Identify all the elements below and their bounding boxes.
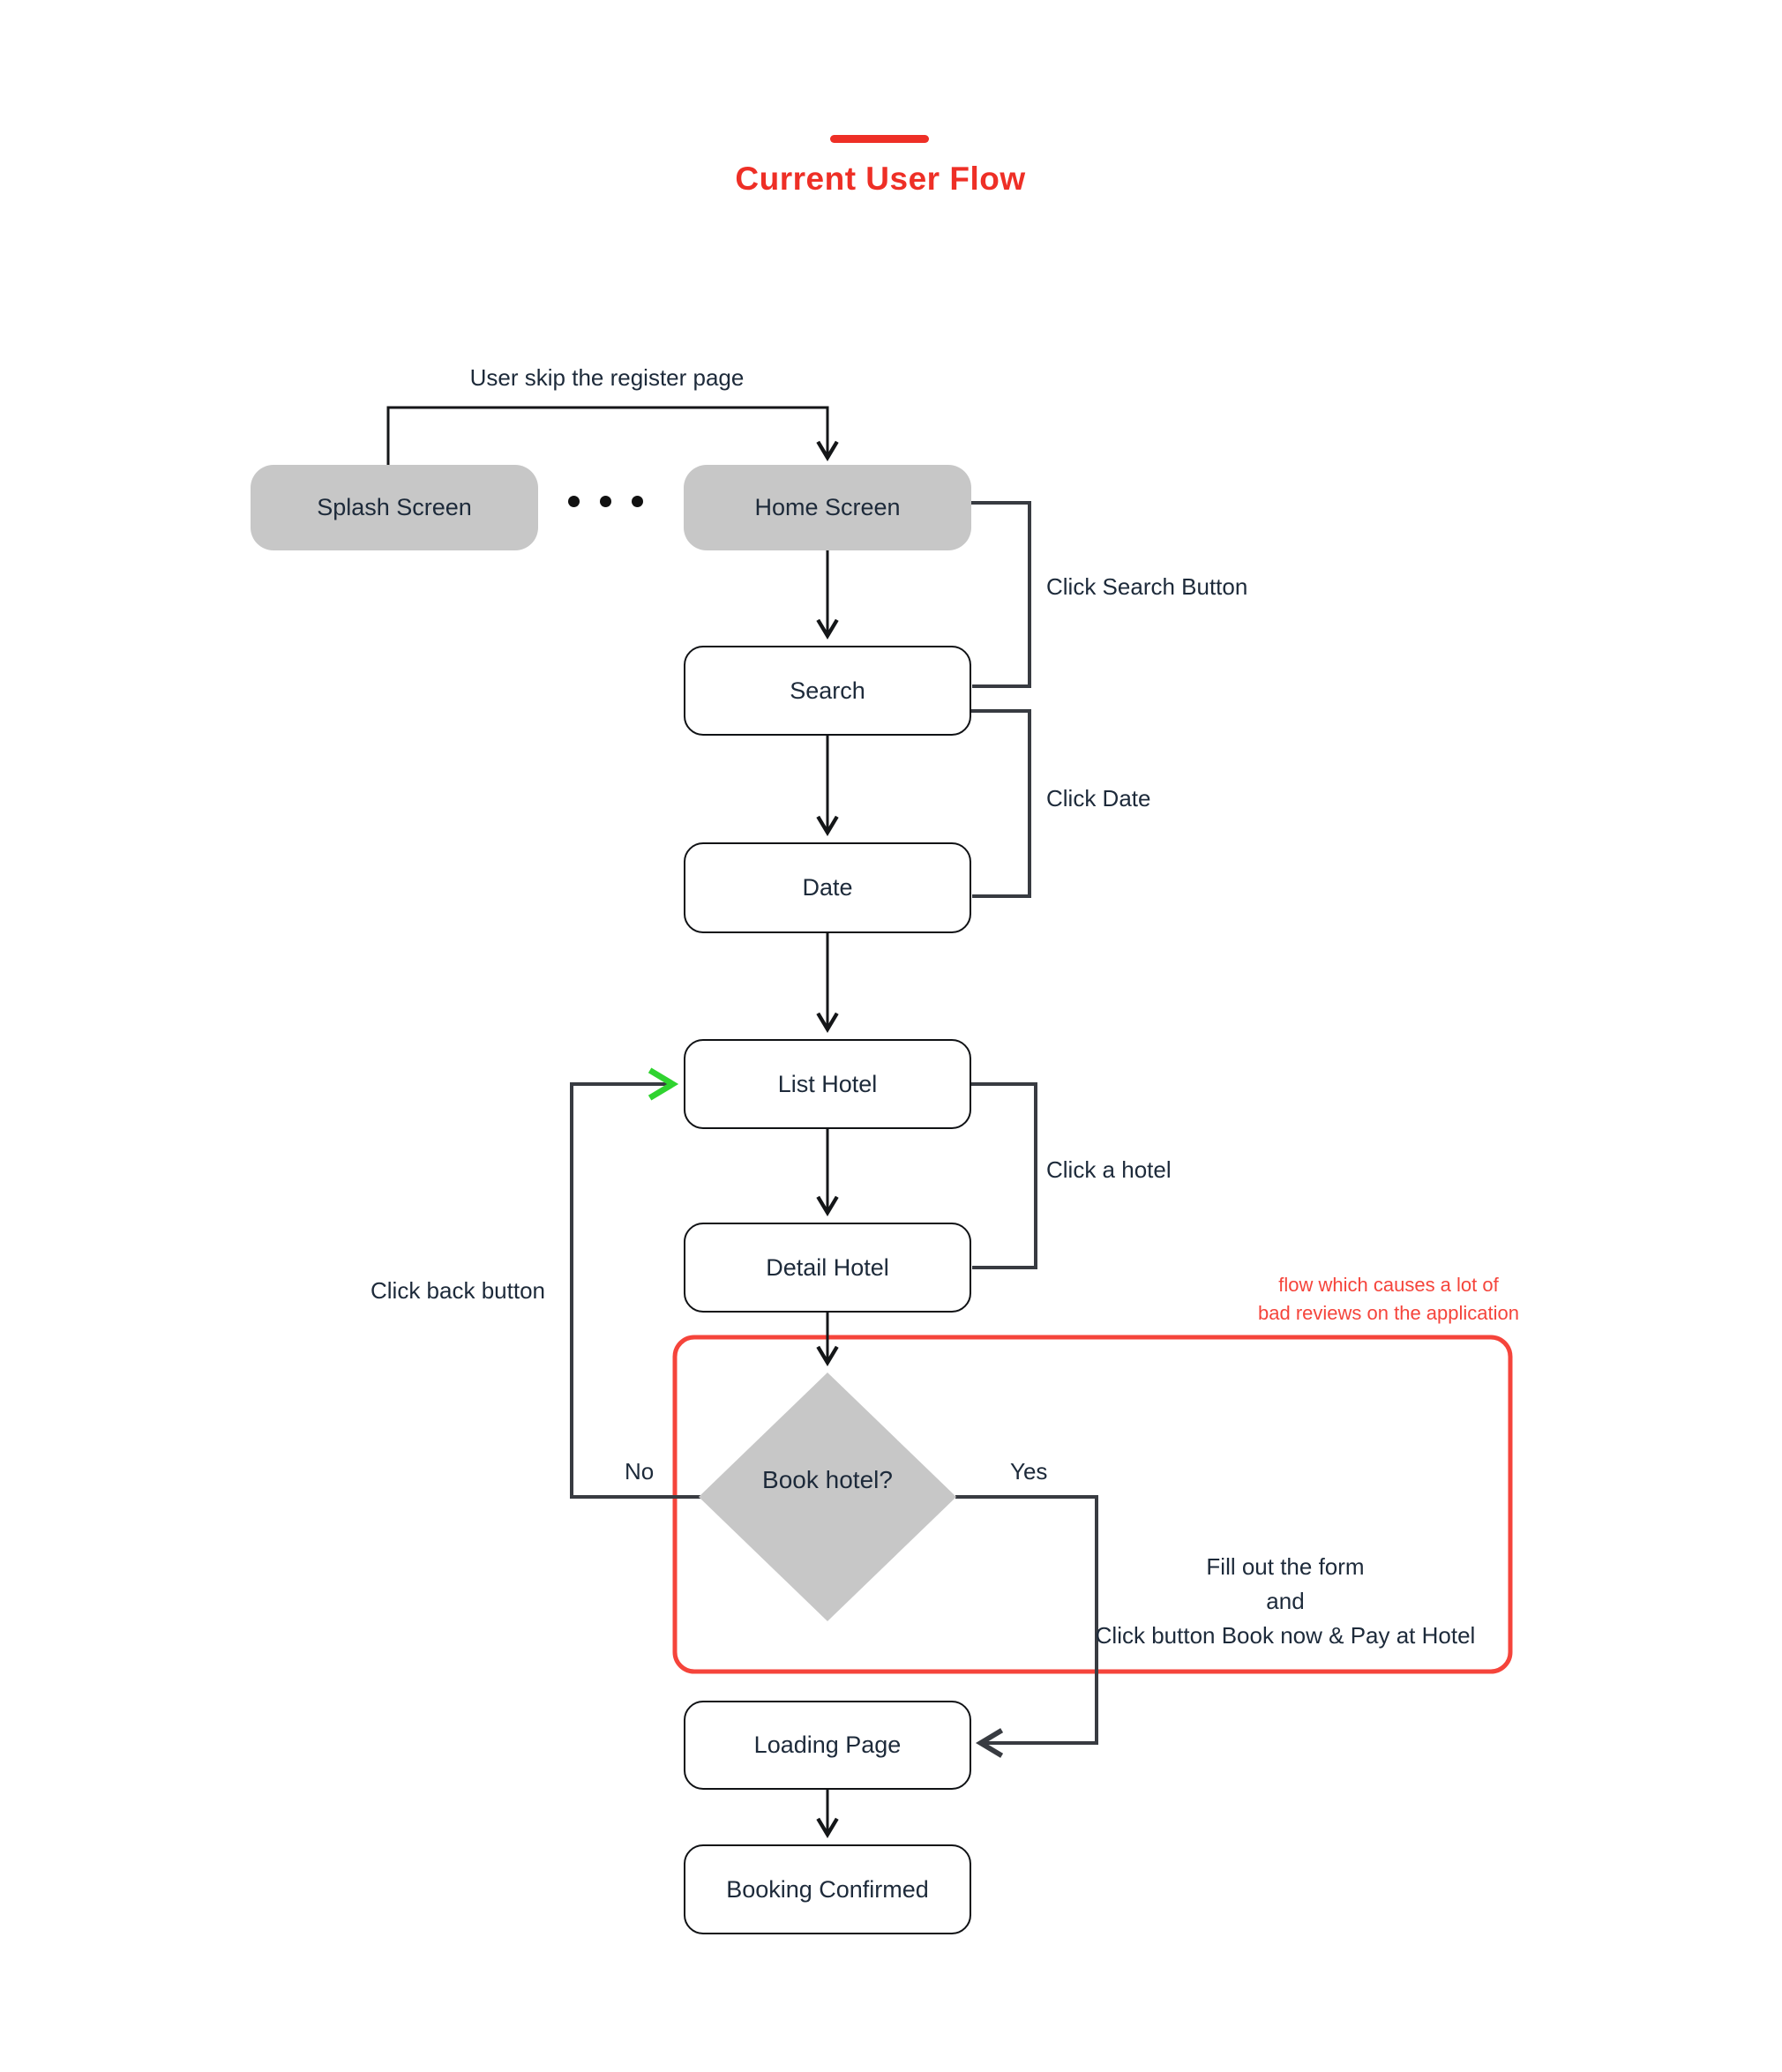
edge-click-search-loop	[971, 503, 1030, 686]
edge-label-click-search: Click Search Button	[1046, 573, 1248, 600]
node-detail-hotel	[684, 1223, 971, 1313]
node-splash-screen	[251, 465, 538, 550]
node-label: Home Screen	[754, 494, 901, 521]
node-label: Search	[790, 677, 865, 704]
yes-branch-steps	[1056, 1550, 1515, 1653]
ellipsis-dot	[568, 496, 580, 507]
node-date	[684, 842, 971, 933]
edge-click-date-loop	[971, 711, 1030, 896]
node-label: Detail Hotel	[766, 1253, 889, 1281]
node-home-screen	[684, 465, 971, 550]
edge-label-yes: Yes	[1010, 1458, 1048, 1485]
node-label: Splash Screen	[317, 494, 472, 521]
annotation-line: bad reviews on the application	[1258, 1302, 1519, 1324]
ellipsis-dots-icon	[568, 496, 643, 507]
edge-label-skip-register: User skip the register page	[469, 364, 745, 391]
edge-label-click-a-hotel: Click a hotel	[1046, 1156, 1172, 1183]
edge-label-no: No	[625, 1458, 655, 1485]
node-book-hotel-decision-shape	[699, 1373, 956, 1621]
edge-label-click-date: Click Date	[1046, 785, 1151, 812]
bad-flow-annotation	[1172, 1271, 1606, 1328]
edge-no-back-to-list	[572, 1084, 701, 1497]
edge-click-a-hotel-loop	[971, 1084, 1036, 1268]
ellipsis-dot	[632, 496, 643, 507]
page-title: Current User Flow	[735, 161, 1026, 197]
edge-skip-register	[388, 408, 827, 465]
yes-step-line: and	[1266, 1588, 1305, 1614]
edge-label-click-back: Click back button	[371, 1277, 545, 1304]
annotation-line: flow which causes a lot of	[1278, 1274, 1499, 1296]
node-booking-confirmed	[684, 1844, 971, 1934]
node-label: Booking Confirmed	[726, 1875, 929, 1903]
node-loading-page	[684, 1701, 971, 1790]
node-search	[684, 646, 971, 736]
ellipsis-dot	[600, 496, 611, 507]
node-book-hotel-decision: Book hotel?	[762, 1466, 893, 1493]
node-list-hotel	[684, 1039, 971, 1129]
yes-step-line: Fill out the form	[1206, 1553, 1365, 1580]
node-label: List Hotel	[777, 1070, 878, 1097]
yes-step-line: Click button Book now & Pay at Hotel	[1095, 1622, 1476, 1649]
title-accent-bar	[830, 135, 929, 143]
node-label: Loading Page	[753, 1732, 902, 1759]
node-label: Date	[802, 874, 853, 901]
